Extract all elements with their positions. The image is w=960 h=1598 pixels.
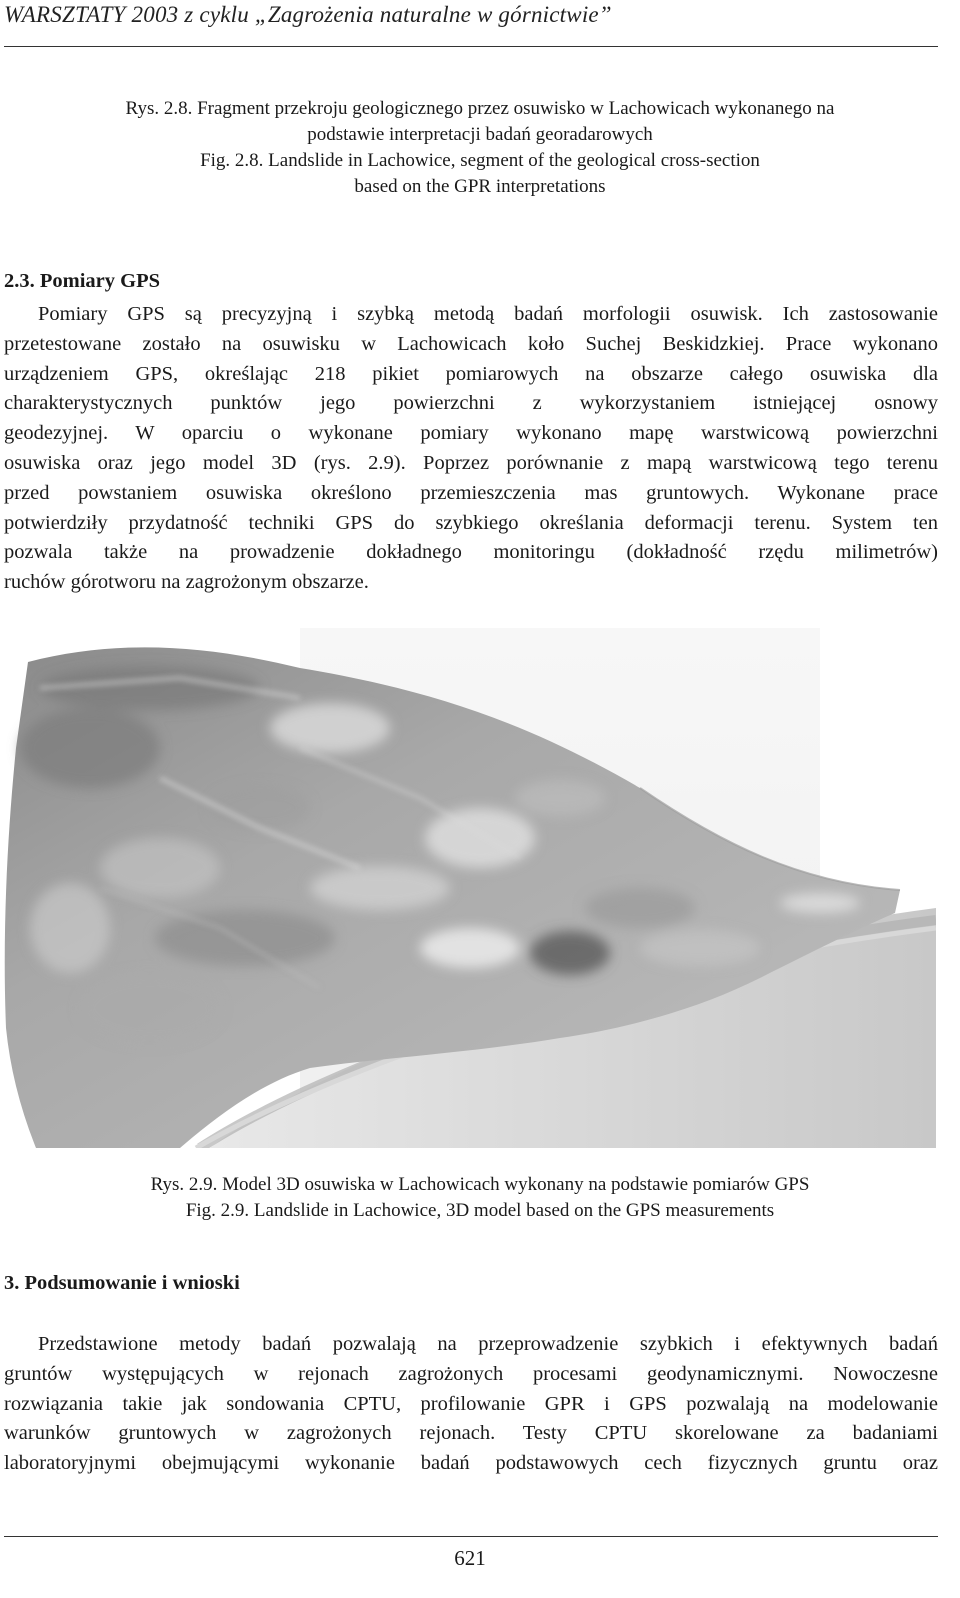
figure-2-8-caption-en-line1: Fig. 2.8. Landslide in Lachowice, segment of the geological cross-section	[200, 150, 760, 171]
figure-2-8-caption	[0, 96, 960, 200]
paragraph-line: Przedstawione metody badań pozwalają na przeprowadzenie szybkich i efektywnych badań	[38, 1333, 938, 1355]
footer-rule	[4, 1536, 938, 1537]
section-3-paragraph	[4, 1330, 938, 1479]
paragraph-line: przed powstaniem osuwiska określono przemieszczenia mas gruntowych. Wykonane prace	[4, 481, 938, 504]
paragraph-line: potwierdziły przydatność techniki GPS do szybkiego określania deformacji terenu. System ten	[4, 511, 938, 534]
paragraph-line: pozwala także na prowadzenie dokładnego monitoringu (dokładność rzędu milimetrów)	[4, 541, 938, 564]
page-number: 621	[454, 1546, 486, 1570]
paragraph-line: geodezyjnej. W oparciu o wykonane pomiary wykonano mapę warstwicową powierzchni	[4, 422, 938, 445]
figure-2-8-caption-pl-line2: podstawie interpretacji badań georadarowych	[307, 124, 653, 145]
paragraph-line: osuwiska oraz jego model 3D (rys. 2.9). Poprzez porównanie z mapą warstwicową tego terenu	[4, 451, 938, 474]
section-2-3-heading: 2.3. Pomiary GPS	[4, 270, 161, 292]
paragraph-line: gruntów występujących w rejonach zagrożonych procesami geodynamicznymi. Nowoczesne	[4, 1362, 938, 1385]
paragraph-line: Pomiary GPS są precyzyjną i szybką metodą badań morfologii osuwisk. Ich zastosowanie	[38, 303, 938, 325]
figure-2-9-caption-pl: Rys. 2.9. Model 3D osuwiska w Lachowicach wykonany na podstawie pomiarów GPS	[150, 1174, 810, 1195]
paragraph-line: przetestowane zostało na osuwisku w Lachowicach koło Suchej Beskidzkiej. Prace wykonano	[4, 332, 938, 355]
landslide-3d-model-figure	[0, 628, 936, 1148]
figure-2-8-caption-pl-line1: Rys. 2.8. Fragment przekroju geologicznego przez osuwisko w Lachowicach wykonanego na	[125, 98, 835, 119]
paragraph-line: laboratoryjnymi obejmującymi wykonanie badań podstawowych cech fizycznych gruntu oraz	[4, 1452, 938, 1475]
figure-2-9-caption-en: Fig. 2.9. Landslide in Lachowice, 3D model based on the GPS measurements	[185, 1200, 775, 1221]
paragraph-line: urządzeniem GPS, określając 218 pikiet pomiarowych na obszarze całego osuwiska dla	[4, 362, 938, 385]
paragraph-line: charakterystycznych punktów jego powierzchni z wykorzystaniem istniejącej osnowy	[4, 392, 938, 415]
figure-2-9-caption	[0, 1172, 960, 1224]
paragraph-line: warunków gruntowych w zagrożonych rejonach. Testy CPTU skorelowane za badaniami	[4, 1422, 938, 1445]
paragraph-line: ruchów górotworu na zagrożonym obszarze.	[4, 571, 369, 594]
figure-2-8-caption-en-line2: based on the GPR interpretations	[354, 176, 606, 197]
section-3-heading: 3. Podsumowanie i wnioski	[4, 1272, 240, 1294]
paragraph-line: rozwiązania takie jak sondowania CPTU, profilowanie GPR i GPS pozwalają na modelowanie	[4, 1392, 938, 1415]
header-rule	[4, 46, 938, 47]
section-2-3-paragraph	[4, 300, 938, 598]
running-header: WARSZTATY 2003 z cyklu „Zagrożenia naturalne w górnictwie”	[4, 2, 612, 27]
